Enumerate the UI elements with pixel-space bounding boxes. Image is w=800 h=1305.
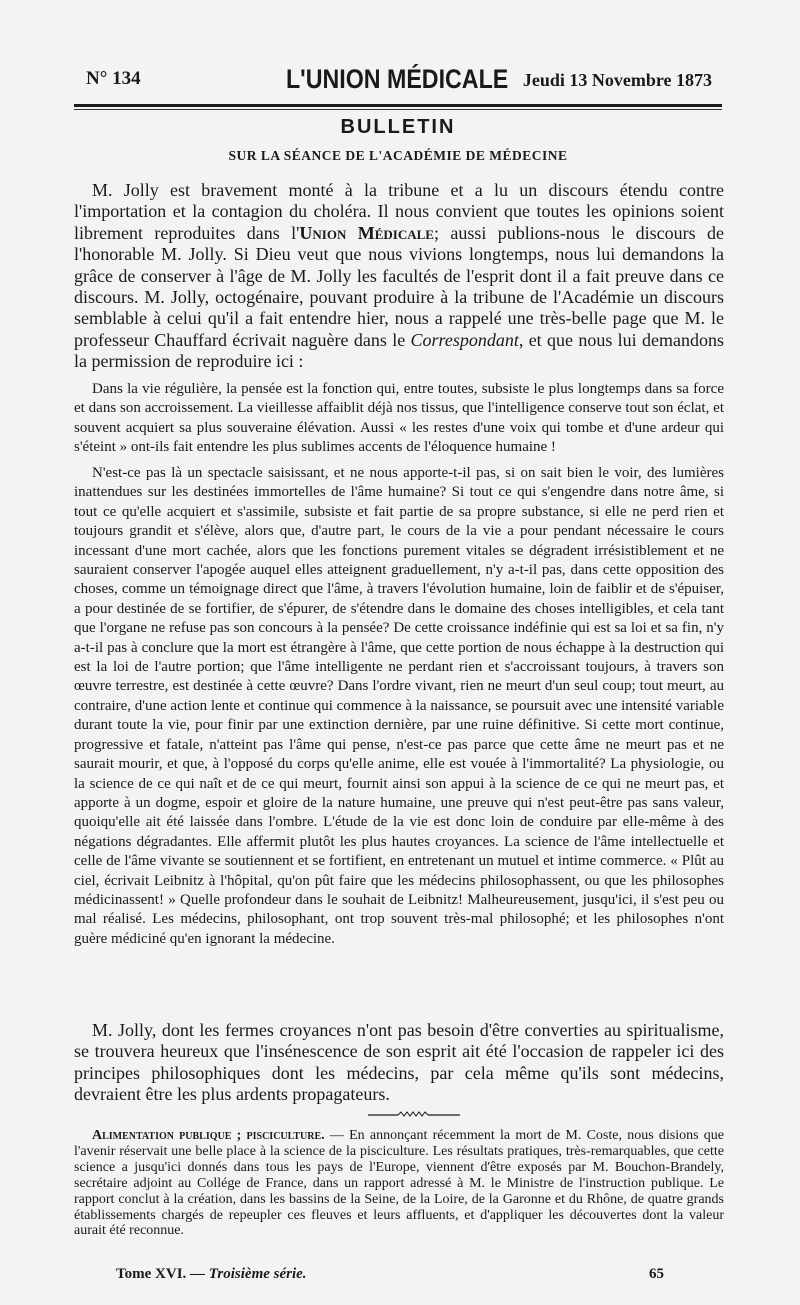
masthead-rule: [74, 104, 722, 107]
intro-text-c: , et que nous lui demandons la permission de reproduire ici :: [74, 329, 724, 372]
issue-number: N° 134: [86, 68, 141, 89]
intro-text-a: M. Jolly est bravement monté à la tribune et a lu un discours étendu contre l'importation et la contagion du choléra. Il nous convient que toutes les opinions soient librement reproduites dans l': [74, 180, 724, 243]
newspaper-title: L'UNION MÉDICALE: [286, 64, 509, 94]
quote-paragraph-1: Dans la vie régulière, la pensée est la fonction qui, entre toutes, subsiste le plus longtemps dans sa force et dans son accroissement. La vieillesse affaiblit déjà nos tissus, que l'intelligence conserve tout son éclat, et souvent acquiert sa plus souveraine élévation. Aussi « les restes d'une voix qui tombe et d'une ardeur qui s'éteint » ont-ils fait entendre les plus sublimes accents de l'éloquence humaine !: [74, 381, 724, 456]
intro-text-b: ; aussi publions-nous le discours de l'honorable M. Jolly. Si Dieu veut que nous vivions longtemps, nous lui demandons la grâce de conserver à l'âge de M. Jolly les facultés de l'esprit dont il a fait preuve dans ce discours. M. Jolly, octogénaire, pouvant produire à la tribune de l'Académie un discours semblable à celui qu'il a fait entendre hier, nous a rappelé une très-belle page que M. le professeur Chauffard écrivait naguère dans le: [74, 222, 724, 350]
quote-paragraph-2: N'est-ce pas là un spectacle saisissant, et ne nous apporte-t-il pas, si on sait bien le voir, des lumières inattendues sur les destinées immortelles de l'âme humaine? Si tout ce qui s'engendre dans notre âme, si tout ce qu'elle acquiert et s'assimile, subsiste et fait partie de sa propre substance, si elle ne perd rien et toujours grandit et s'élève, alors que, d'autre part, le cours de la vie a pour pendant nécessaire le cours incessant d'une mort cachée, alors que les fonctions purement vitales se dégradent irrésistiblement et ne sauraient conserver l'apogée auquel elles atteignent graduellement, n'y a-t-il pas, dans cette opposition des choses, comme un témoignage direct que l'âme, à travers l'évolution humaine, loin de faiblir et de s'épuiser, a pour destinée de se fortifier, de s'épurer, de s'étendre dans le domaine des choses intelligibles, et cela tant que l'organe ne refuse pas son concours à la pensée? De cette croissance indéfinie qui est sa loi et sa fin, n'y a-t-il pas à conclure que la mort est étrangère à l'âme, que cette portion de nous échappe à la destruction qui est la loi de l'autre portion; que l'âme intelligente ne perdant rien et s'accroissant toujours, à travers son œuvre terrestre, est destinée à cette œuvre? Dans l'ordre vivant, rien ne meurt d'un seul coup; tout meurt, au contraire, d'une action lente et continue qui commence à la naissance, se poursuit avec une intensité variable durant toute la vie, pour finir par une extinction dernière, par une ruine définitive. Si cette mort continue, progressive et fatale, n'atteint pas l'âme qui pense, n'est-ce pas parce que cette âme ne meurt pas et ne saurait mourir, et que, à l'opposé du corps qu'elle anime, elle est vouée à l'immortalité? La physiologie, ou la science de ce qui naît et de ce qui meurt, fournit ainsi son appui à la science de ce qui ne meurt pas, et apporte à un dogme, espoir et gloire de la nature humaine, une preuve qui n'est peut-être pas sans valeur, quoiqu'elle ait été laissée dans l'ombre. L'étude de la vie est donc loin de conduire par elle-même à des négations dégradantes. Elle affermit plutôt les plus hautes croyances. La science de l'âme intellectuelle et celle de l'âme vivante se soutiennent et se fortifient, en entretenant un mutuel et intime commerce. « Plût au ciel, écrivait Leibnitz à l'hôpital, qu'on pût faire que les médecins philosophassent, ou que les philosophes médicinassent! » Quelle profondeur dans le souhait de Leibnitz! Malheureusement, jusqu'ici, il s'est peu ou mal réalisé. Les médecins, philosophant, ont trop souvent très-mal philosophé; et les philosophes n'ont guère médiciné qu'en ignorant la médecine.: [74, 465, 724, 947]
intro-paragraph: [74, 180, 724, 373]
series-label: Troisième série.: [208, 1266, 307, 1282]
divider-ornament: [368, 1110, 460, 1118]
issue-date: Jeudi 13 Novembre 1873: [522, 70, 712, 90]
page-number: 65: [649, 1266, 664, 1282]
page-footer: [116, 1266, 676, 1288]
section-heading: BULLETIN: [340, 116, 456, 138]
closing-paragraph: M. Jolly, dont les fermes croyances n'ont pas besoin d'être converties au spiritualisme, se trouvera heureux que l'insénescence de son esprit ait été l'occasion de rappeler ici des principes philosophiques dont les médecins, par cela même qu'ils sont médecins, devraient être les plus ardents propagateurs.: [74, 1020, 724, 1105]
masthead-rule-thin: [74, 109, 722, 110]
masthead: [86, 64, 716, 98]
volume-info: [116, 1266, 307, 1283]
news-item: [74, 1128, 724, 1239]
news-item-body: — En annonçant récemment la mort de M. Coste, nous disions que l'avenir réservait une belle place à la science de la pisciculture. Les résultats pratiques, très-remarquables, que cette science a jusqu'ici donnés dans tous les pays de l'Europe, viennent d'être exposés par M. Bouchon-Brandely, secrétaire adjoint au Collége de France, dans un rapport adressé à M. le Ministre de l'instruction publique. Le rapport conclut à la création, dans les bassins de la Seine, de la Loire, de la Garonne et du Rhône, de quatre grands établissements chargés de repeupler ces fleuves et leurs affluents, et d'appliquer les découvertes dont la valeur aurait été reconnue.: [74, 1128, 724, 1239]
publication-name: Correspondant: [410, 329, 519, 350]
volume-label: Tome XVI. —: [116, 1266, 209, 1282]
news-item-heading: Alimentation publique ; pisciculture.: [92, 1128, 325, 1143]
journal-name: Union Médicale: [299, 222, 434, 243]
section-subheading: SUR LA SÉANCE DE L'ACADÉMIE DE MÉDECINE: [228, 148, 568, 163]
